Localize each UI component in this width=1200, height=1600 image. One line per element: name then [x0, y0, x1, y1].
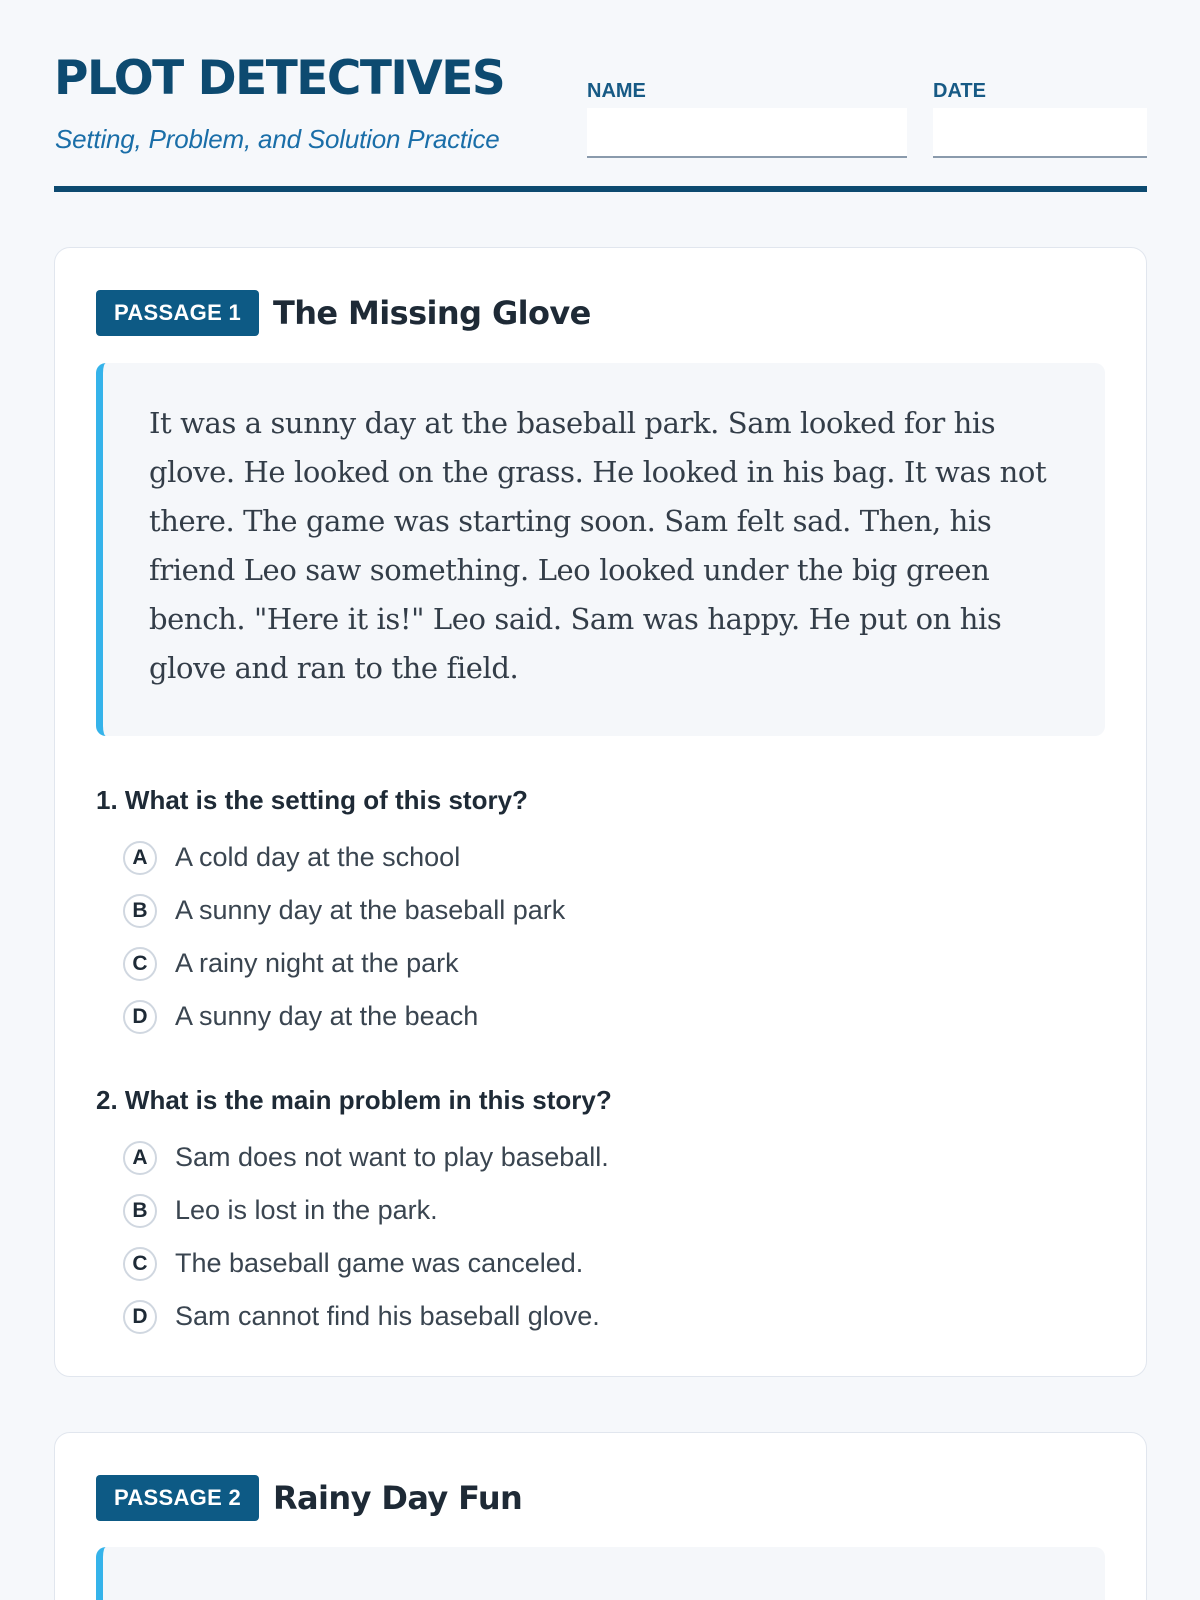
option-text: Sam does not want to play baseball.: [175, 1142, 609, 1172]
option-bubble[interactable]: D: [123, 1300, 157, 1334]
question-1: [96, 783, 1096, 1043]
date-input[interactable]: [933, 108, 1147, 158]
answer-option-a[interactable]: [96, 1131, 1096, 1184]
passage-text-box: [96, 363, 1105, 736]
date-label: DATE: [933, 80, 986, 102]
passage-title: Rainy Day Fun: [273, 1479, 523, 1517]
option-bubble[interactable]: C: [123, 1247, 157, 1281]
answer-option-b[interactable]: [96, 1184, 1096, 1237]
name-input[interactable]: [587, 108, 907, 158]
answer-option-d[interactable]: [96, 1290, 1096, 1343]
option-text: Sam cannot find his baseball glove.: [175, 1301, 600, 1331]
passage-badge: PASSAGE 1: [96, 290, 259, 336]
option-text: Leo is lost in the park.: [175, 1195, 438, 1225]
option-bubble[interactable]: A: [123, 841, 157, 875]
worksheet-subtitle: Setting, Problem, and Solution Practice: [55, 124, 500, 154]
passage-title: The Missing Glove: [273, 294, 591, 332]
passage-text: It was a sunny day at the baseball park. Sam looked for his glove. He looked on the grass. He looked in his bag. It was not there. The game was starting soon. Sam felt sad. Then, his friend Leo saw something. Leo looked under the big green bench. "Here it is!" Leo said. Sam was happy. He put on his glove and ran to the field.: [149, 406, 1047, 685]
option-text: A sunny day at the baseball park: [175, 895, 566, 925]
name-field-group: [587, 80, 907, 158]
option-bubble[interactable]: B: [123, 894, 157, 928]
answer-options: [96, 831, 1096, 1043]
answer-option-a[interactable]: [96, 831, 1096, 884]
question-text: 1. What is the setting of this story?: [96, 785, 528, 815]
date-field-group: [933, 80, 1147, 158]
option-text: A cold day at the school: [175, 842, 461, 872]
option-text: A sunny day at the beach: [175, 1001, 479, 1031]
passage-card: [54, 247, 1147, 1377]
question-text: 2. What is the main problem in this story?: [96, 1085, 612, 1115]
answer-options: [96, 1131, 1096, 1343]
worksheet-header: [54, 0, 1147, 194]
name-label: NAME: [587, 80, 646, 102]
passage-card: [54, 1432, 1147, 1600]
option-text: A rainy night at the park: [175, 948, 459, 978]
option-bubble[interactable]: A: [123, 1141, 157, 1175]
answer-option-b[interactable]: [96, 884, 1096, 937]
worksheet-page: [54, 0, 1147, 1517]
option-text: The baseball game was canceled.: [175, 1248, 584, 1278]
option-bubble[interactable]: D: [123, 1000, 157, 1034]
passage-header: [96, 1475, 522, 1521]
header-divider: [54, 186, 1147, 192]
passage-header: [96, 290, 591, 336]
worksheet-title: PLOT DETECTIVES: [54, 51, 505, 106]
question-2: [96, 1083, 1096, 1343]
answer-option-c[interactable]: [96, 937, 1096, 990]
passage-text-box: [96, 1547, 1105, 1600]
answer-option-d[interactable]: [96, 990, 1096, 1043]
passage-badge: PASSAGE 2: [96, 1475, 259, 1521]
option-bubble[interactable]: B: [123, 1194, 157, 1228]
option-bubble[interactable]: C: [123, 947, 157, 981]
answer-option-c[interactable]: [96, 1237, 1096, 1290]
